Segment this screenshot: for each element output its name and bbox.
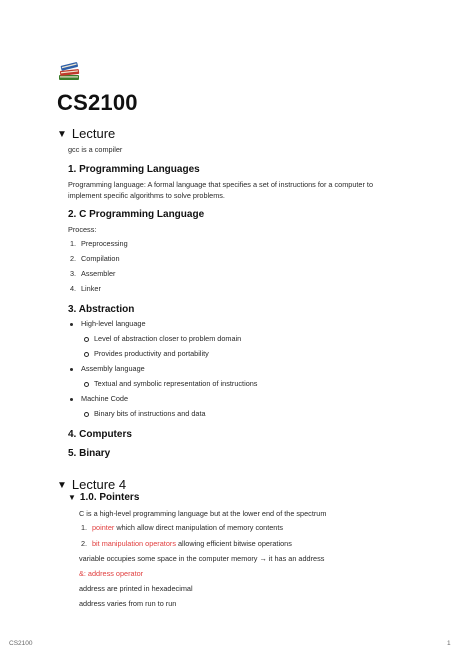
list-number: 4. bbox=[70, 284, 77, 293]
circle-bullet-icon bbox=[84, 382, 89, 387]
circle-bullet-icon bbox=[84, 337, 89, 342]
section-heading: 5. Binary bbox=[68, 448, 111, 459]
list-item-text: which allow direct manipulation of memory contents bbox=[114, 523, 284, 532]
section-heading: 2. C Programming Language bbox=[68, 209, 205, 220]
list-number: 1. bbox=[81, 523, 88, 532]
paragraph: Programming language: A formal language that specifies a set of instructions for a computer to bbox=[68, 180, 374, 189]
list-number: 3. bbox=[70, 269, 77, 278]
highlight-text: pointer bbox=[92, 523, 115, 532]
lecture4-heading: Lecture 4 bbox=[71, 477, 127, 492]
page-number: 1 bbox=[447, 640, 451, 647]
list-number: 1. bbox=[70, 239, 77, 248]
pointers-toggle[interactable] bbox=[68, 492, 139, 503]
list-number: 2. bbox=[70, 254, 77, 263]
circle-bullet-icon bbox=[84, 352, 89, 357]
list-item bbox=[92, 522, 283, 533]
lecture-heading: Lecture bbox=[71, 126, 116, 141]
list-item: Preprocessing bbox=[81, 239, 128, 248]
paragraph: variable occupies some space in the computer memory → it has an address bbox=[79, 554, 325, 563]
list-item: Linker bbox=[81, 284, 101, 293]
list-item bbox=[92, 538, 292, 549]
triangle-down-icon[interactable]: ▼ bbox=[68, 493, 76, 502]
lecture4-toggle[interactable] bbox=[57, 477, 126, 492]
list-item: Assembler bbox=[81, 269, 116, 278]
section-heading: 3. Abstraction bbox=[68, 304, 135, 315]
list-item: Textual and symbolic representation of instructions bbox=[94, 379, 258, 388]
lecture-intro: gcc is a compiler bbox=[68, 145, 123, 154]
list-item: Assembly language bbox=[81, 364, 145, 373]
list-item: Compilation bbox=[81, 254, 120, 263]
section-heading: 4. Computers bbox=[68, 429, 132, 440]
books-icon bbox=[58, 62, 80, 82]
list-number: 2. bbox=[81, 539, 88, 548]
triangle-down-icon[interactable]: ▼ bbox=[57, 480, 67, 491]
paragraph: C is a high-level programming language but at the lower end of the spectrum bbox=[79, 509, 327, 518]
list-item-text: allowing efficient bitwise operations bbox=[175, 539, 292, 548]
section-heading: 1. Programming Languages bbox=[68, 164, 200, 175]
bullet-icon bbox=[70, 368, 73, 371]
lecture-toggle[interactable] bbox=[57, 126, 115, 141]
bullet-icon bbox=[70, 398, 73, 401]
paragraph: address are printed in hexadecimal bbox=[79, 584, 193, 593]
bullet-icon bbox=[70, 323, 73, 326]
paragraph: implement specific algorithms to solve problems. bbox=[68, 191, 225, 200]
footer-title: CS2100 bbox=[9, 640, 33, 647]
pointers-heading: 1.0. Pointers bbox=[79, 492, 140, 503]
triangle-down-icon[interactable]: ▼ bbox=[57, 129, 67, 140]
list-item: Machine Code bbox=[81, 394, 129, 403]
list-item: Binary bits of instructions and data bbox=[94, 409, 206, 418]
circle-bullet-icon bbox=[84, 412, 89, 417]
list-item: Provides productivity and portability bbox=[94, 349, 209, 358]
list-item: High-level language bbox=[81, 319, 146, 328]
address-operator-line: &: address operator bbox=[79, 569, 144, 578]
process-label: Process: bbox=[68, 225, 97, 234]
list-item: Level of abstraction closer to problem domain bbox=[94, 334, 242, 343]
page-title: CS2100 bbox=[57, 90, 138, 115]
highlight-text: bit manipulation operators bbox=[92, 539, 176, 548]
paragraph: address varies from run to run bbox=[79, 599, 177, 608]
